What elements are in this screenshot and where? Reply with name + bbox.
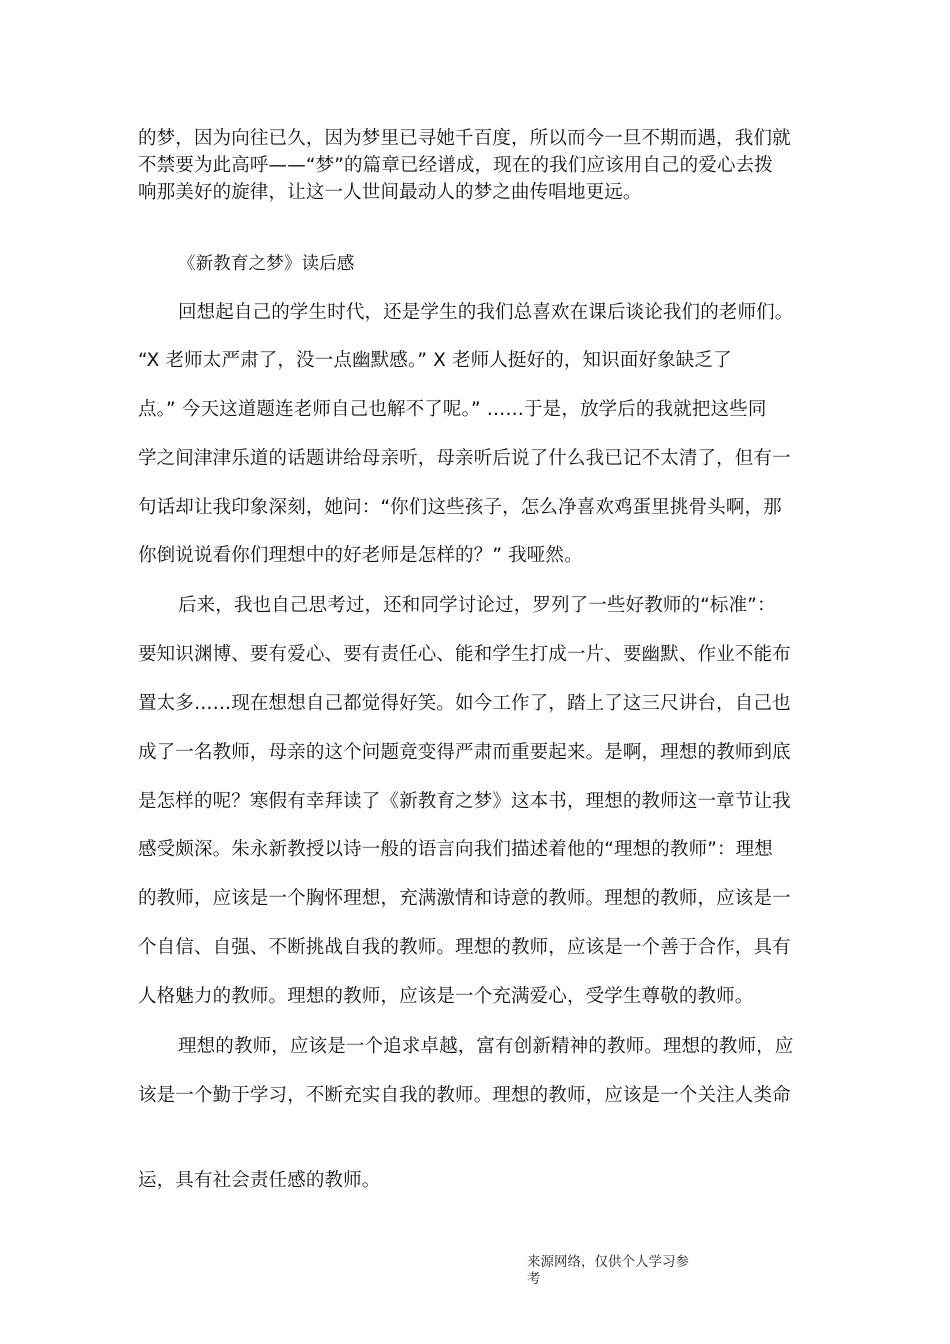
text-line: 的教师，应该是一个胸怀理想，充满激情和诗意的教师。理想的教师，应该是一 — [138, 888, 791, 909]
text-line: 响那美好的旋律，让这一人世间最动人的梦之曲传唱地更远。 — [138, 182, 642, 203]
text-line: 回想起自己的学生时代，还是学生的我们总喜欢在课后谈论我们的老师们。 — [178, 302, 794, 323]
text-line: 理想的教师，应该是一个追求卓越，富有创新精神的教师。理想的教师，应 — [178, 1036, 794, 1057]
footer-line: 考 — [527, 1271, 541, 1287]
text-line: 不禁要为此高呼——“梦”的篇章已经谱成，现在的我们应该用自己的爱心去拨 — [138, 155, 773, 176]
text-line: 的梦，因为向往已久，因为梦里已寻她千百度，所以而今一旦不期而遇，我们就 — [138, 128, 791, 149]
text-line: 点。” 今天这道题连老师自己也解不了呢。” ……于是，放学后的我就把这些同 — [138, 399, 767, 420]
text-line: 人格魅力的教师。理想的教师，应该是一个充满爱心，受学生尊敬的教师。 — [138, 986, 754, 1007]
text-line: 要知识渊博、要有爱心、要有责任心、能和学生打成一片、要幽默、作业不能布 — [138, 644, 791, 665]
text-line: 该是一个勤于学习，不断充实自我的教师。理想的教师，应该是一个关注人类命 — [138, 1085, 791, 1106]
section-title: 《新教育之梦》读后感 — [178, 254, 355, 274]
text-line: 后来，我也自己思考过，还和同学讨论过，罗列了一些好教师的“标准”： — [178, 595, 776, 616]
text-line: 成了一名教师，母亲的这个问题竟变得严肃而重要起来。是啊，理想的教师到底 — [138, 742, 791, 763]
text-line: “X 老师太严肃了，没一点幽默感。” X 老师人挺好的，知识面好象缺乏了 — [138, 350, 732, 371]
text-line: 你倒说说看你们理想中的好老师是怎样的？” 我哑然。 — [138, 545, 583, 566]
text-line: 置太多……现在想想自己都觉得好笑。如今工作了，踏上了这三尺讲台，自己也 — [138, 693, 791, 714]
text-line: 句话却让我印象深刻，她问：“你们这些孩子，怎么净喜欢鸡蛋里挑骨头啊，那 — [138, 497, 782, 518]
footer-line: 来源网络，仅供个人学习参 — [527, 1254, 689, 1270]
text-line: 学之间津津乐道的话题讲给母亲听，母亲听后说了什么我已记不太清了，但有一 — [138, 448, 791, 469]
text-line: 是怎样的呢？寒假有幸拜读了《新教育之梦》这本书，理想的教师这一章节让我 — [138, 791, 791, 812]
text-line: 运，具有社会责任感的教师。 — [138, 1170, 381, 1191]
text-line: 个自信、自强、不断挑战自我的教师。理想的教师，应该是一个善于合作，具有 — [138, 937, 791, 958]
text-line: 感受颇深。朱永新教授以诗一般的语言向我们描述着他的“理想的教师”：理想 — [138, 839, 773, 860]
